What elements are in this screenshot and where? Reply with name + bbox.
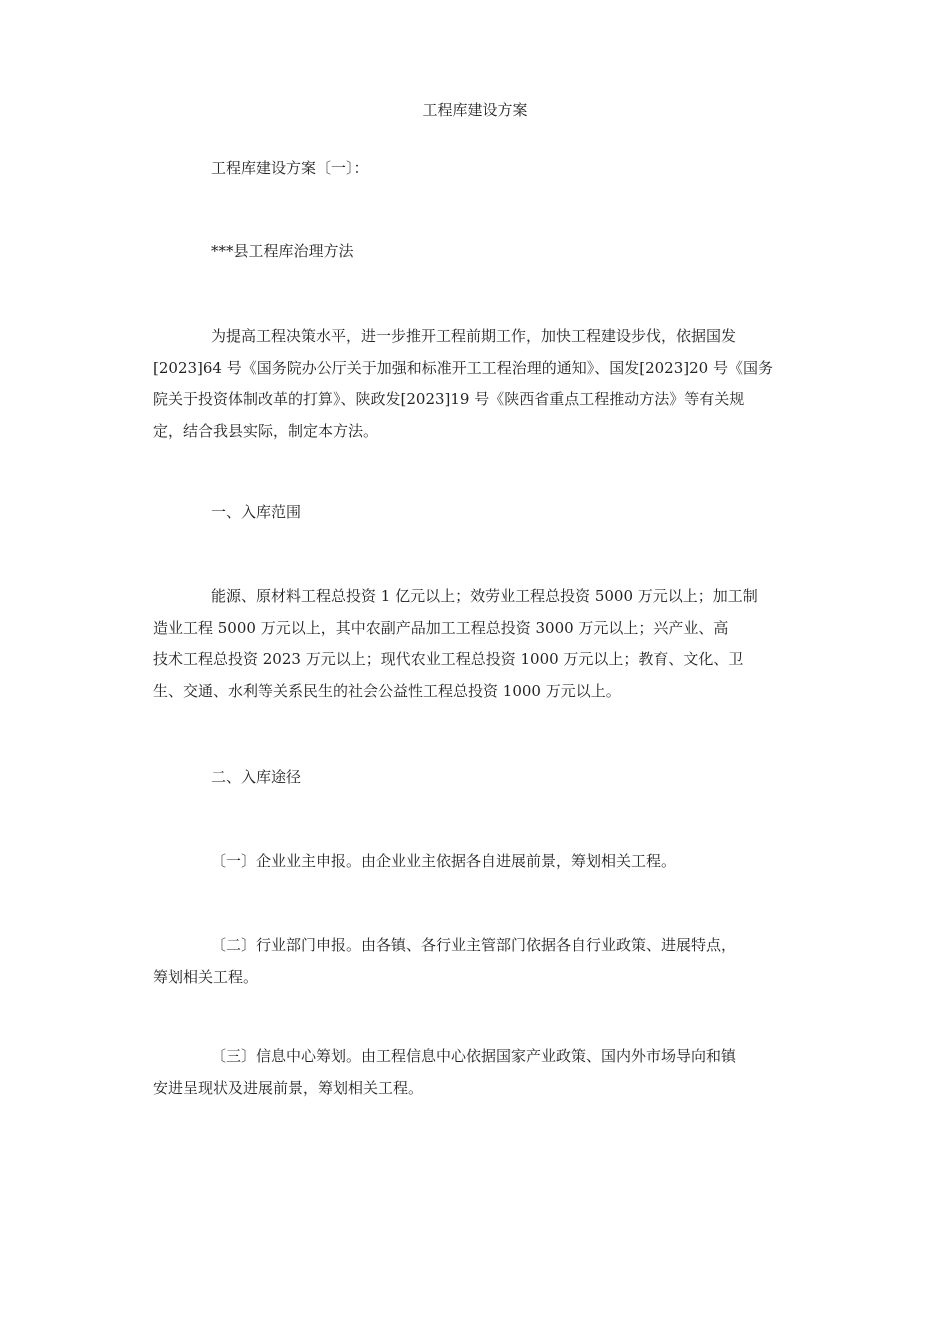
section1-heading	[153, 497, 803, 529]
paragraph-line: 〔三〕信息中心筹划。由工程信息中心依据国家产业政策、国内外市场导向和镇	[211, 1047, 737, 1065]
paragraph-line: 造业工程 5000 万元以上，其中农副产品加工工程总投资 3000 万元以上；兴产业、高	[153, 618, 729, 637]
paragraph-line: 生、交通、水利等关系民生的社会公益性工程总投资 1000 万元以上。	[153, 681, 621, 700]
paragraph-line: 〔一〕企业业主申报。由企业业主依据各自进展前景，筹划相关工程。	[211, 852, 677, 870]
section2-heading-text: 二、入库途径	[211, 768, 302, 786]
paragraph-line: 〔二〕行业部门申报。由各镇、各行业主管部门依据各自行业政策、进展特点，	[211, 936, 737, 954]
paragraph-line: [2023]64 号《国务院办公厅关于加强和标准开工工程治理的通知》、国发[2023]20 号《国务	[153, 358, 773, 377]
route-item-3	[153, 1041, 803, 1104]
paragraph-line: 定，结合我县实际，制定本方法。	[153, 421, 379, 440]
paragraph-line: 技术工程总投资 2023 万元以上；现代农业工程总投资 1000 万元以上；教育、文化、卫	[153, 650, 744, 668]
paragraph-line: 为提高工程决策水平，进一步推开工程前期工作，加快工程建设步伐，依据国发	[211, 327, 737, 345]
section1-heading-text: 一、入库范围	[211, 503, 302, 521]
intro-paragraph	[153, 321, 803, 447]
method-heading	[153, 236, 803, 268]
document-title: 工程库建设方案	[422, 101, 528, 119]
section1-paragraph	[153, 581, 803, 707]
section2-heading	[153, 762, 803, 794]
paragraph-line: 筹划相关工程。	[153, 967, 259, 986]
paragraph-line: 能源、原材料工程总投资 1 亿元以上；效劳业工程总投资 5000 万元以上；加工制	[211, 587, 758, 605]
subtitle-text: 工程库建设方案〔一〕：	[211, 159, 369, 177]
method-heading-text: ***县工程库治理方法	[211, 242, 354, 260]
paragraph-line: 安进呈现状及进展前景，筹划相关工程。	[153, 1078, 424, 1097]
route-item-1	[153, 846, 803, 878]
paragraph-line: 院关于投资体制改革的打算》、陕政发[2023]19 号《陕西省重点工程推动方法》等有关规	[153, 390, 745, 408]
route-item-2	[153, 930, 803, 993]
document-subtitle	[153, 153, 803, 185]
